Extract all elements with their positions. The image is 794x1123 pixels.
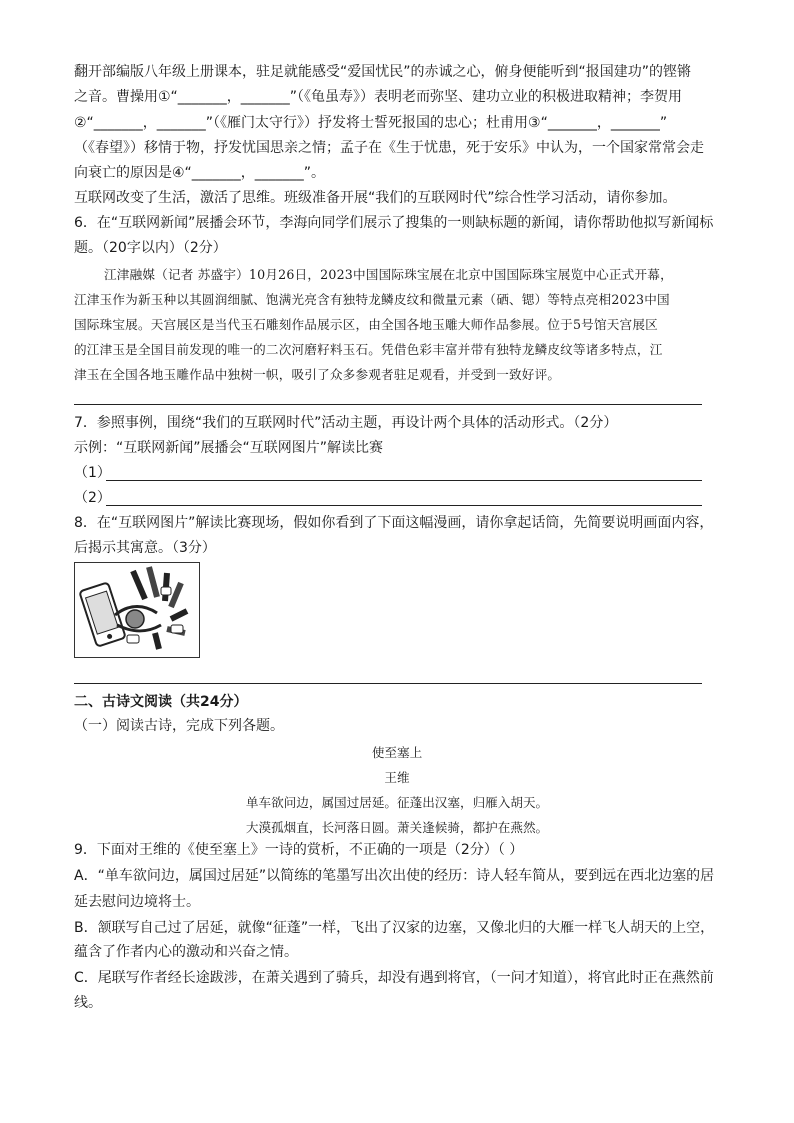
q8-stem-line-2: 后揭示其寓意。（3分） xyxy=(74,540,216,556)
q7-answer-line-2[interactable] xyxy=(106,505,702,506)
intro-line-1: 翻开部编版八年级上册课本，驻足就能感受“爱国忧民”的赤诚之心，俯身便能听到“报国建功”的铿锵 xyxy=(74,64,692,80)
cartoon-drawing xyxy=(75,563,199,657)
intro-line-4: （《春望》）移情于物，抒发忧国思亲之情；孟子在《生于忧患，死于安乐》中认为，一个国家常常会走 xyxy=(74,140,704,156)
intro-line-2: 之音。曹操用①“_______，_______”（《龟虽寿》）表明老而弥坚、建功立业的积极进取精神；李贺用 xyxy=(74,89,683,105)
section-2-title: 二、古诗文阅读（共24分） xyxy=(74,694,248,710)
news-paragraph-line-2: 江津玉作为新玉种以其圆润细腻、饱满光亮含有独特龙鳞皮纹和微量元素（硒、锶）等特点亮相2023中国 xyxy=(74,292,670,307)
poem-line-1: 单车欲问边，属国过居延。征蓬出汉塞，归雁入胡天。 xyxy=(245,795,549,810)
news-paragraph-line-1: 江津融媒（记者 苏盛宇）10月26日，2023中国国际珠宝展在北京中国国际珠宝展览中心正式开幕， xyxy=(104,267,673,282)
section-2-subheading: （一）阅读古诗，完成下列各题。 xyxy=(74,718,284,734)
news-paragraph-line-3: 国际珠宝展。天宫展区是当代玉石雕刻作品展示区，由全国各地玉雕大师作品参展。位于5号馆天宫展区 xyxy=(74,317,658,332)
q9-option-a-line-2: 延去慰问边境将士。 xyxy=(74,894,200,910)
q7-blank-label-1: （1） xyxy=(74,465,111,481)
q6-answer-line[interactable] xyxy=(74,404,702,405)
q7-stem: 7．参照事例，围绕“我们的互联网时代”活动主题，再设计两个具体的活动形式。（2分） xyxy=(74,415,618,431)
cartoon-image xyxy=(74,562,200,658)
q9-option-c-line-1: C．尾联写作者经长途跋涉，在萧关遇到了骑兵，却没有遇到将官，（一问才知道），将官此时正在燕然前 xyxy=(74,970,714,986)
q8-stem-line-1: 8．在“互联网图片”解读比赛现场，假如你看到了下面这幅漫画，请你拿起话筒，先简要说明画面内容， xyxy=(74,515,714,531)
q7-blank-label-2: （2） xyxy=(74,490,111,506)
q8-answer-line[interactable] xyxy=(74,683,702,684)
q7-example: 示例：“互联网新闻”展播会“互联网图片”解读比赛 xyxy=(74,440,384,456)
poem-title: 使至塞上 xyxy=(371,745,423,760)
intro-line-3: ②“_______，_______”（《雁门太守行》）抒发将士誓死报国的忠心；杜甫用③“_______，_______” xyxy=(74,115,668,131)
q9-stem: 9．下面对王维的《使至塞上》一诗的赏析，不正确的一项是（2分）（ ） xyxy=(74,842,524,858)
q9-option-b-line-1: B．颔联写自己过了居延，就像“征蓬”一样，飞出了汉家的边塞，又像北归的大雁一样飞人胡天的上空， xyxy=(74,920,715,936)
news-paragraph-line-4: 的江津玉是全国目前发现的唯一的二次河磨籽料玉石。凭借色彩丰富并带有独特龙鳞皮纹等诸多特点，江 xyxy=(74,342,663,357)
poem-author: 王维 xyxy=(384,770,410,785)
q9-option-a-line-1: A．“单车欲问边，属国过居延”以简练的笔墨写出次出使的经历：诗人轻车简从，要到远在西北边塞的居 xyxy=(74,868,715,884)
poem-line-2: 大漠孤烟直，长河落日圆。萧关逢候骑，都护在燕然。 xyxy=(245,820,549,835)
activity-intro: 互联网改变了生活，激活了思维。班级准备开展“我们的互联网时代”综合性学习活动，请你参加。 xyxy=(74,190,677,206)
q6-stem-line-1: 6．在“互联网新闻”展播会环节，李海向同学们展示了搜集的一则缺标题的新闻，请你帮助他拟写新闻标 xyxy=(74,215,714,231)
q7-answer-line-1[interactable] xyxy=(106,480,702,481)
intro-line-5: 向衰亡的原因是④“_______，_______”。 xyxy=(74,165,326,181)
q9-option-c-line-2: 线。 xyxy=(74,995,102,1011)
q9-option-b-line-2: 蕴含了作者内心的激动和兴奋之情。 xyxy=(74,944,298,960)
q6-stem-line-2: 题。（20字以内）（2分） xyxy=(74,240,227,256)
news-paragraph-line-5: 津玉在全国各地玉雕作品中独树一帜，吸引了众多参观者驻足观看，并受到一致好评。 xyxy=(74,367,561,382)
